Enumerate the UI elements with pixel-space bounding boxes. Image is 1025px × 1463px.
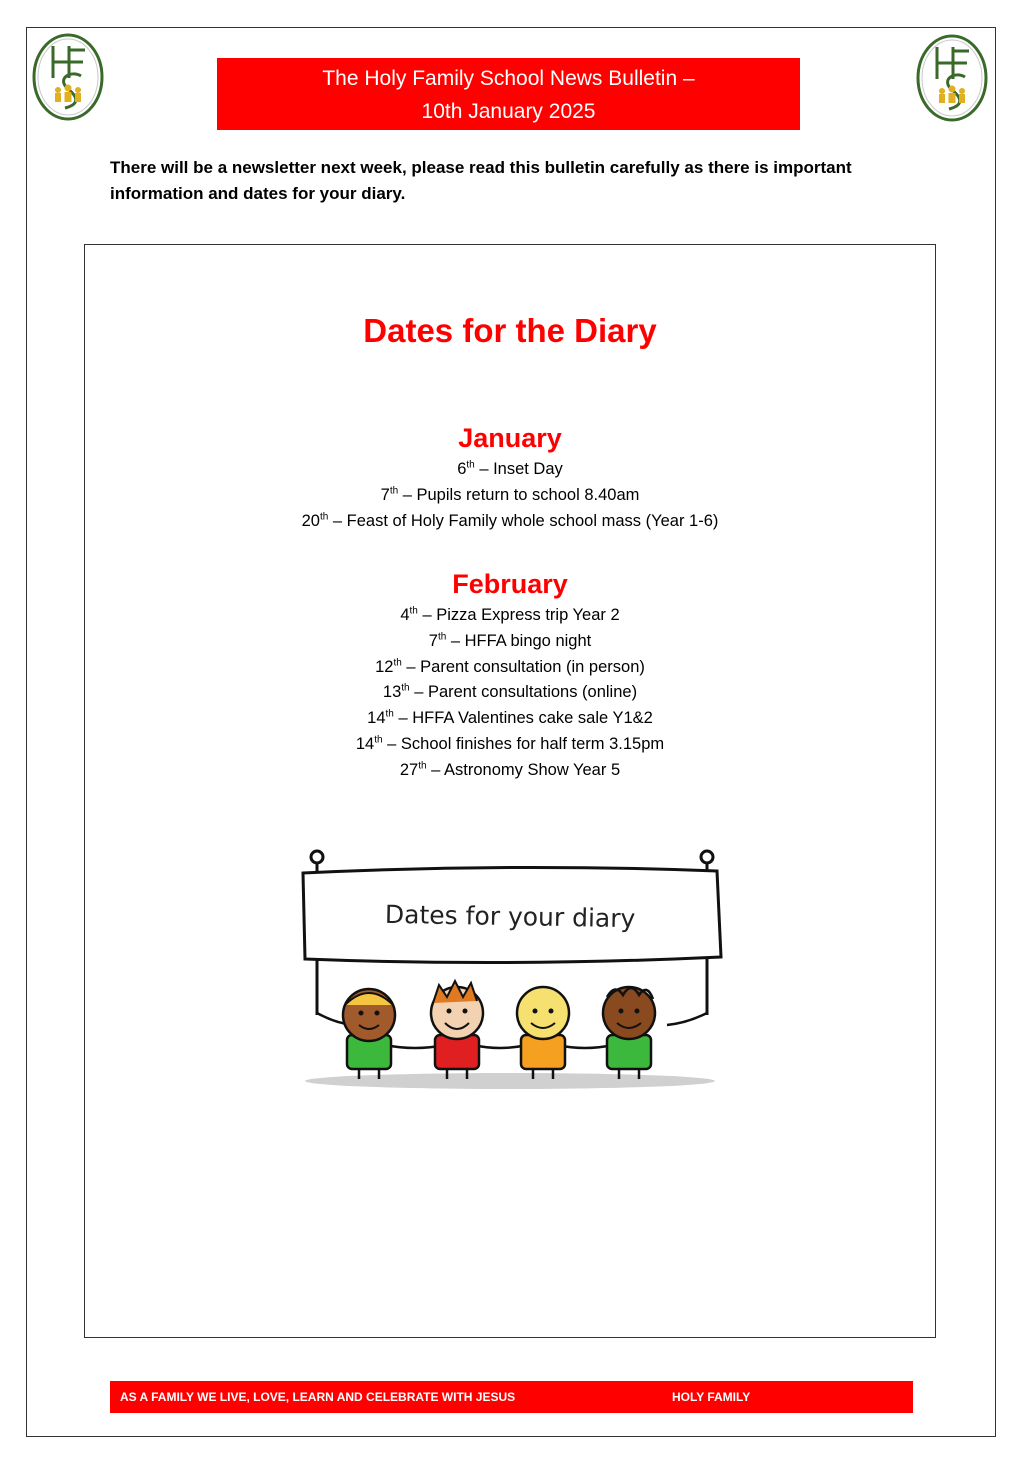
event-item: 12th – Parent consultation (in person) xyxy=(375,657,645,676)
month-section-february xyxy=(85,567,935,784)
bulletin-title-line1: The Holy Family School News Bulletin – xyxy=(322,67,695,90)
intro-text: There will be a newsletter next week, please read this bulletin carefully as there is important information and dates for your diary. xyxy=(110,158,852,203)
bulletin-title-line2: 10th January 2025 xyxy=(421,100,596,123)
bulletin-title-banner xyxy=(217,58,800,130)
month-heading: January xyxy=(458,423,562,453)
footer-school-name: HOLY FAMILY xyxy=(672,1390,751,1404)
event-item: 4th – Pizza Express trip Year 2 xyxy=(400,605,620,624)
footer-bar xyxy=(110,1381,913,1413)
month-heading: February xyxy=(452,569,568,599)
diary-title: Dates for the Diary xyxy=(363,312,657,349)
event-item: 14th – School finishes for half term 3.15pm xyxy=(355,734,665,753)
banner-text: Dates for your diary xyxy=(384,899,636,934)
diary-box xyxy=(84,244,936,1338)
school-logo-icon xyxy=(915,33,989,123)
event-item: 20th – Feast of Holy Family whole school mass (Year 1-6) xyxy=(301,511,719,530)
event-item: 7th – HFFA bingo night xyxy=(428,631,592,650)
children-banner-illustration xyxy=(295,845,725,1095)
event-item: 6th – Inset Day xyxy=(457,459,563,478)
month-section-january xyxy=(85,421,935,534)
event-item: 13th – Parent consultations (online) xyxy=(382,682,638,702)
event-item: 7th – Pupils return to school 8.40am xyxy=(380,485,640,504)
event-item: 27th – Astronomy Show Year 5 xyxy=(399,760,621,779)
footer-motto: AS A FAMILY WE LIVE, LOVE, LEARN AND CELEBRATE WITH JESUS xyxy=(120,1390,516,1404)
event-item: 14th – HFFA Valentines cake sale Y1&2 xyxy=(367,708,653,728)
school-logo-icon xyxy=(31,32,105,122)
